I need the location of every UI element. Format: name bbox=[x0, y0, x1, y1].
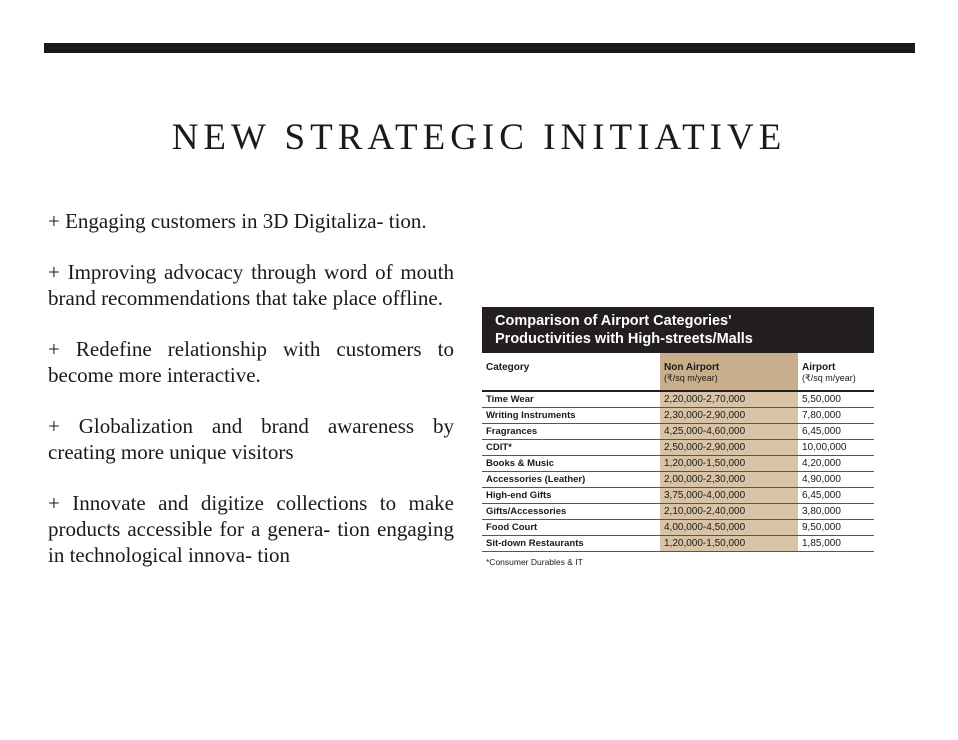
header-airport-label: Airport bbox=[802, 362, 836, 373]
cell-airport: 6,45,000 bbox=[798, 424, 874, 440]
header-non-airport-unit: (₹/sq m/year) bbox=[664, 373, 718, 383]
cell-category: Time Wear bbox=[482, 391, 660, 408]
table-header-row bbox=[482, 353, 874, 391]
cell-category: Accessories (Leather) bbox=[482, 472, 660, 488]
bullet-list bbox=[48, 208, 454, 593]
bullet-item: + Globalization and brand awareness by creating more unique visitors bbox=[48, 414, 454, 464]
top-rule bbox=[44, 43, 915, 53]
cell-non-airport: 2,00,000-2,30,000 bbox=[660, 472, 798, 488]
table-title-line1: Comparison of Airport Categories' bbox=[495, 313, 732, 329]
cell-airport: 9,50,000 bbox=[798, 520, 874, 536]
table-row bbox=[482, 536, 874, 552]
bullet-item: + Improving advocacy through word of mouth brand recommendations that take place offline. bbox=[48, 260, 454, 310]
cell-category: High-end Gifts bbox=[482, 488, 660, 504]
cell-category: Gifts/Accessories bbox=[482, 504, 660, 520]
cell-category: Books & Music bbox=[482, 456, 660, 472]
table-row bbox=[482, 391, 874, 408]
cell-non-airport: 1,20,000-1,50,000 bbox=[660, 536, 798, 552]
cell-airport: 4,20,000 bbox=[798, 456, 874, 472]
cell-category: Sit-down Restaurants bbox=[482, 536, 660, 552]
cell-non-airport: 4,00,000-4,50,000 bbox=[660, 520, 798, 536]
table-footnote: *Consumer Durables & IT bbox=[486, 557, 583, 567]
cell-airport: 7,80,000 bbox=[798, 408, 874, 424]
table-row bbox=[482, 424, 874, 440]
slide-title: NEW STRATEGIC INITIATIVE bbox=[171, 117, 787, 158]
header-airport-unit: (₹/sq m/year) bbox=[802, 373, 856, 383]
table-row bbox=[482, 408, 874, 424]
comparison-table bbox=[482, 307, 874, 572]
bullet-item: + Innovate and digitize collections to make products accessible for a genera- tion engaging in technological innova- tion bbox=[48, 491, 454, 567]
cell-category: Writing Instruments bbox=[482, 408, 660, 424]
bullet-item: + Redefine relationship with customers to become more interactive. bbox=[48, 337, 454, 387]
cell-non-airport: 1,20,000-1,50,000 bbox=[660, 456, 798, 472]
data-table bbox=[482, 353, 874, 552]
table-row bbox=[482, 488, 874, 504]
table-row bbox=[482, 504, 874, 520]
header-category: Category bbox=[482, 353, 660, 391]
header-non-airport bbox=[660, 353, 798, 391]
cell-non-airport: 4,25,000-4,60,000 bbox=[660, 424, 798, 440]
header-non-airport-label: Non Airport bbox=[664, 362, 720, 373]
bullet-item: + Engaging customers in 3D Digitaliza- tion. bbox=[48, 209, 427, 233]
cell-airport: 10,00,000 bbox=[798, 440, 874, 456]
cell-airport: 1,85,000 bbox=[798, 536, 874, 552]
cell-non-airport: 2,10,000-2,40,000 bbox=[660, 504, 798, 520]
cell-non-airport: 2,30,000-2,90,000 bbox=[660, 408, 798, 424]
cell-category: CDIT* bbox=[482, 440, 660, 456]
table-row bbox=[482, 440, 874, 456]
cell-non-airport: 2,50,000-2,90,000 bbox=[660, 440, 798, 456]
table-row bbox=[482, 520, 874, 536]
table-row bbox=[482, 472, 874, 488]
cell-airport: 4,90,000 bbox=[798, 472, 874, 488]
cell-airport: 3,80,000 bbox=[798, 504, 874, 520]
header-airport bbox=[798, 353, 874, 391]
cell-non-airport: 2,20,000-2,70,000 bbox=[660, 391, 798, 408]
table-title-line2: Productivities with High-streets/Malls bbox=[495, 331, 753, 347]
cell-category: Fragrances bbox=[482, 424, 660, 440]
cell-category: Food Court bbox=[482, 520, 660, 536]
cell-airport: 6,45,000 bbox=[798, 488, 874, 504]
cell-airport: 5,50,000 bbox=[798, 391, 874, 408]
cell-non-airport: 3,75,000-4,00,000 bbox=[660, 488, 798, 504]
table-row bbox=[482, 456, 874, 472]
table-title bbox=[482, 307, 874, 353]
